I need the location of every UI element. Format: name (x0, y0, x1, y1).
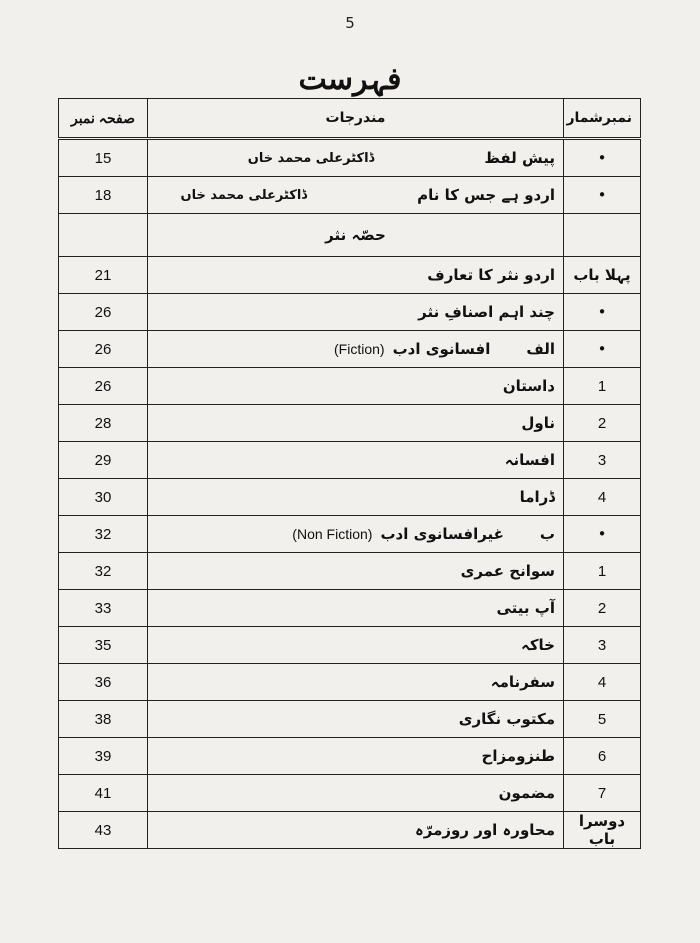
entry-title: محاورہ اور روزمرّہ (414, 821, 555, 839)
content-cell (148, 553, 564, 590)
table-row (59, 368, 641, 405)
content-cell (148, 664, 564, 701)
table-row (59, 177, 641, 214)
table-row (59, 664, 641, 701)
toc-table (58, 98, 641, 849)
entry-title: افسانہ (504, 451, 555, 469)
page-number-cell: 38 (59, 701, 148, 738)
table-row (59, 479, 641, 516)
serial-cell: • (564, 139, 641, 177)
entry-author: ڈاکٹرعلی محمد خاں (180, 187, 308, 203)
table-row (59, 775, 641, 812)
serial-cell: • (564, 294, 641, 331)
entry-title: داستان (502, 377, 555, 395)
page-number-cell: 32 (59, 553, 148, 590)
entry-title: غیرافسانوی ادب (380, 525, 504, 543)
section-heading: حصّہ نثر (148, 214, 564, 257)
page-number-cell: 26 (59, 294, 148, 331)
page-number-cell: 35 (59, 627, 148, 664)
content-cell (148, 627, 564, 664)
entry-author: ڈاکٹرعلی محمد خاں (247, 150, 375, 166)
content-cell (148, 177, 564, 214)
page-number-cell: 32 (59, 516, 148, 553)
page-number-cell: 21 (59, 257, 148, 294)
table-row (59, 331, 641, 368)
table-row (59, 139, 641, 177)
serial-cell: 5 (564, 701, 641, 738)
content-cell (148, 479, 564, 516)
content-cell (148, 294, 564, 331)
entry-title: اردو نثر کا تعارف (427, 266, 555, 284)
entry-title: طنزومزاح (481, 747, 555, 765)
entry-title: خاکہ (521, 636, 555, 654)
table-row (59, 442, 641, 479)
page-number-cell: 43 (59, 812, 148, 849)
content-cell (148, 257, 564, 294)
table-row (59, 257, 641, 294)
page-number-cell: 33 (59, 590, 148, 627)
entry-title: مضمون (498, 784, 555, 802)
entry-title: سوانح عمری (460, 562, 555, 580)
entry-english-term: (Non Fiction) (292, 526, 373, 542)
table-row (59, 701, 641, 738)
serial-cell: • (564, 177, 641, 214)
page-number-cell: 26 (59, 368, 148, 405)
serial-cell: 3 (564, 442, 641, 479)
entry-label: الف (526, 340, 555, 358)
page-number-cell: 39 (59, 738, 148, 775)
table-row (59, 516, 641, 553)
entry-title: ناول (521, 414, 555, 432)
entry-title: آپ بیتی (496, 599, 555, 617)
entry-title: پیش لفظ (484, 149, 555, 167)
page-cell (59, 214, 148, 257)
table-row (59, 294, 641, 331)
entry-title: افسانوی ادب (392, 340, 491, 358)
page-number-cell: 28 (59, 405, 148, 442)
serial-cell: 3 (564, 627, 641, 664)
serial-cell (564, 214, 641, 257)
serial-cell: • (564, 516, 641, 553)
content-cell (148, 701, 564, 738)
page-number-cell: 41 (59, 775, 148, 812)
table-row (59, 405, 641, 442)
entry-label: ب (539, 525, 555, 543)
table-row (59, 627, 641, 664)
table-row (59, 590, 641, 627)
table-row (59, 738, 641, 775)
page-number-cell: 26 (59, 331, 148, 368)
content-column-header: مندرجات (148, 99, 564, 139)
entry-title: سفرنامہ (490, 673, 555, 691)
page-number-cell: 18 (59, 177, 148, 214)
page-number-cell: 15 (59, 139, 148, 177)
content-cell (148, 516, 564, 553)
page-number-cell: 29 (59, 442, 148, 479)
page-number-cell: 36 (59, 664, 148, 701)
content-cell (148, 590, 564, 627)
content-cell (148, 812, 564, 849)
entry-title: ڈراما (519, 488, 555, 506)
serial-cell: پہلا باب (564, 257, 641, 294)
content-cell (148, 738, 564, 775)
serial-cell: دوسرا باب (564, 812, 641, 849)
serial-cell: 6 (564, 738, 641, 775)
content-cell (148, 368, 564, 405)
page-title: فہرست (298, 62, 402, 97)
entry-title: چند اہم اصنافِ نثر (418, 303, 555, 321)
serial-column-header: نمبرشمار (564, 99, 641, 139)
content-cell (148, 405, 564, 442)
content-cell (148, 775, 564, 812)
page-column-header: صفحہ نمبر (59, 99, 148, 139)
table-header-row (59, 99, 641, 139)
content-cell (148, 139, 564, 177)
serial-cell: 2 (564, 405, 641, 442)
serial-cell: 4 (564, 664, 641, 701)
serial-cell: 7 (564, 775, 641, 812)
serial-cell: 4 (564, 479, 641, 516)
entry-title: مکتوب نگاری (458, 710, 555, 728)
serial-cell: 1 (564, 553, 641, 590)
table-row (59, 812, 641, 849)
table-row (59, 553, 641, 590)
content-cell (148, 442, 564, 479)
page-number: 5 (345, 14, 355, 32)
entry-title: اردو ہے جس کا نام (417, 186, 555, 204)
page-number-cell: 30 (59, 479, 148, 516)
table-row (59, 214, 641, 257)
content-cell (148, 331, 564, 368)
entry-english-term: (Fiction) (334, 341, 385, 357)
toc-body (59, 139, 641, 849)
serial-cell: 2 (564, 590, 641, 627)
serial-cell: 1 (564, 368, 641, 405)
serial-cell: • (564, 331, 641, 368)
